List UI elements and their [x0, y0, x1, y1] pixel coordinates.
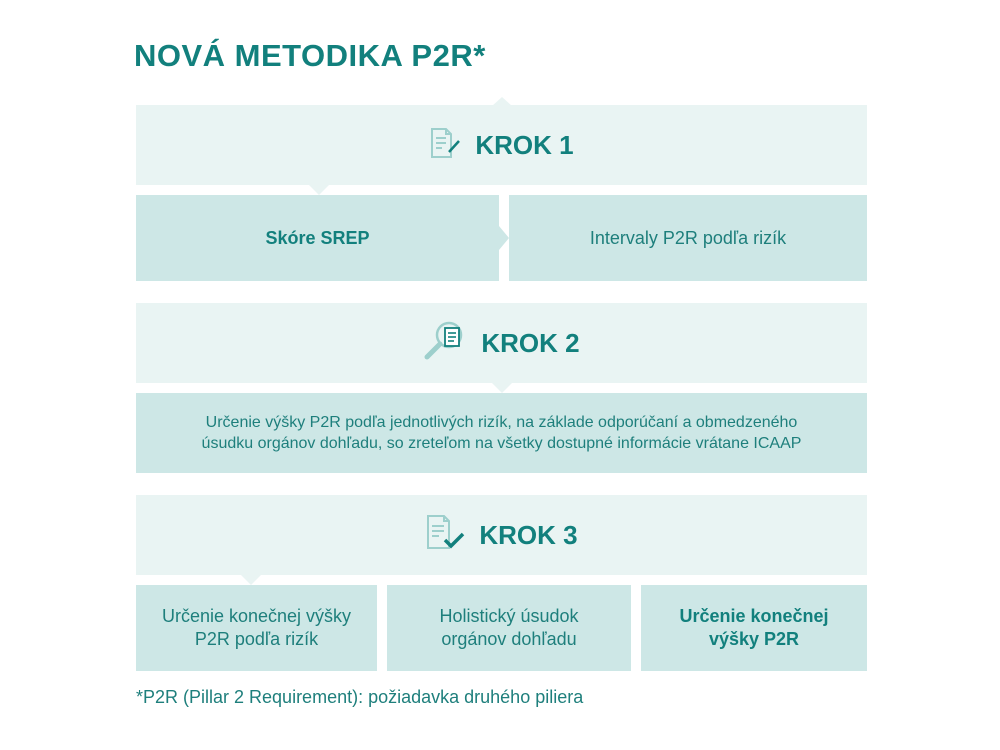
magnifier-document-icon [423, 321, 467, 366]
step-3-box-3 [641, 585, 867, 671]
document-edit-icon [429, 127, 461, 164]
step-3-box-1 [136, 585, 377, 671]
step-2-label: KROK 2 [481, 327, 580, 358]
chevron-right-icon [499, 226, 509, 250]
document-check-icon [425, 514, 465, 557]
step-1-box-2 [509, 195, 867, 281]
step-2-header [136, 303, 867, 383]
step-1-box-2-text: Intervaly P2R podľa rizík [589, 227, 787, 248]
step-2-description: Určenie výšky P2R podľa jednotlivých rizík, na základe odporúčaní a obmedzeného úsudku orgánov dohľadu, so zreteľom na všetky dostupné informácie vrátane ICAAP [201, 414, 802, 452]
band-notch [241, 575, 261, 585]
step-3-label: KROK 3 [479, 519, 578, 550]
step-3-box-2 [387, 585, 631, 671]
step-1-box-1-text: Skóre SREP [265, 227, 370, 248]
step-1-header [136, 105, 867, 185]
step-3-box-3-text: Určenie konečnej výšky P2R [679, 606, 829, 649]
step-3-box-1-text: Určenie konečnej výšky P2R podľa rizík [161, 606, 352, 649]
band-notch [309, 185, 329, 195]
step-1-box-1 [136, 195, 499, 281]
step-3-box-2-text: Holistický úsudok orgánov dohľadu [439, 606, 579, 649]
footnote: *P2R (Pillar 2 Requirement): požiadavka druhého piliera [136, 687, 584, 707]
step-3-header [136, 495, 867, 575]
step-1-label: KROK 1 [475, 129, 574, 160]
page-title: NOVÁ METODIKA P2R* [134, 38, 486, 73]
step-2-description-box [136, 393, 867, 473]
band-notch [492, 383, 512, 393]
